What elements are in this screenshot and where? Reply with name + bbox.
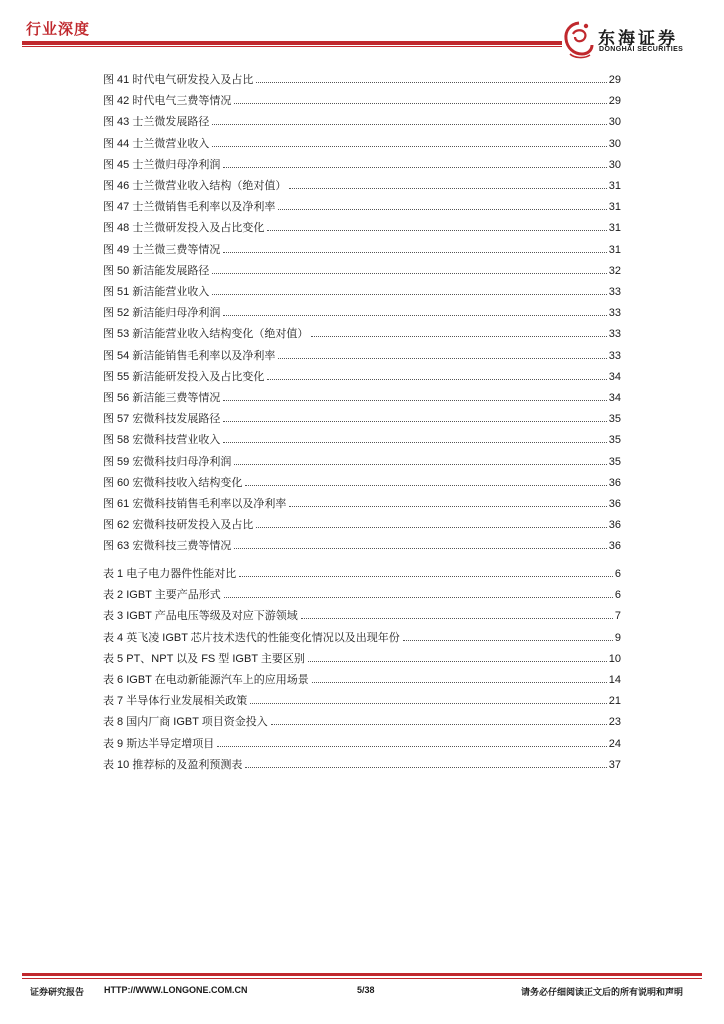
toc-entry-page: 36	[608, 498, 621, 510]
toc-entry-page: 33	[608, 328, 621, 341]
toc-entry-label: 图 42 时代电气三费等情况	[103, 95, 232, 108]
toc-leader	[245, 766, 606, 768]
toc-entry-label: 图 49 士兰微三费等情况	[103, 243, 221, 256]
toc-leader	[301, 617, 613, 619]
toc-leader	[289, 505, 606, 507]
toc-leader	[223, 420, 606, 422]
toc-entry[interactable]	[103, 283, 621, 299]
toc-entry-label: 表 6 IGBT 在电动新能源汽车上的应用场景	[103, 674, 309, 686]
toc-entry-page: 30	[608, 116, 621, 129]
toc-entry-label: 图 61 宏微科技销售毛利率以及净利率	[103, 498, 287, 510]
toc-entry-label: 图 59 宏微科技归母净利润	[103, 455, 232, 468]
toc-leader	[212, 272, 606, 274]
toc-entry[interactable]	[103, 537, 621, 553]
toc-entry-page: 31	[608, 180, 621, 192]
toc-entry-label: 图 56 新洁能三费等情况	[103, 392, 221, 404]
toc-entry[interactable]	[103, 262, 621, 278]
toc-entry[interactable]	[103, 565, 621, 581]
toc-entry-page: 23	[608, 716, 621, 729]
toc-entry-label: 图 45 士兰微归母净利润	[103, 158, 221, 171]
toc-leader	[234, 102, 606, 104]
toc-entry-label: 图 63 宏微科技三费等情况	[103, 540, 232, 553]
toc-entry[interactable]	[103, 219, 621, 235]
section-tag: 行业深度	[26, 21, 91, 38]
toc-leader	[245, 484, 606, 486]
toc-leader	[308, 660, 607, 662]
toc-entry-page: 34	[608, 370, 621, 383]
toc-entry-page: 21	[608, 695, 621, 708]
brand-logo	[562, 20, 707, 62]
toc-entry-page: 7	[614, 610, 621, 623]
toc-entry-page: 6	[614, 568, 621, 580]
toc-leader	[311, 335, 606, 337]
toc-entry[interactable]	[103, 671, 621, 687]
toc-leader	[256, 81, 606, 83]
toc-entry-page: 29	[608, 95, 621, 108]
toc-entry[interactable]	[103, 495, 621, 511]
toc-entry-page: 35	[608, 434, 621, 447]
toc-entry-label: 图 48 士兰微研发投入及占比变化	[103, 222, 265, 235]
toc-leader	[312, 681, 607, 683]
toc-entry-label: 图 53 新洁能营业收入结构变化（绝对值）	[103, 328, 309, 341]
dragon-logo-icon	[562, 20, 596, 60]
toc-entry-page: 6	[614, 589, 621, 602]
toc-entry-page: 30	[608, 137, 621, 150]
toc-entry[interactable]	[103, 304, 621, 320]
toc-entry-label: 图 55 新洁能研发投入及占比变化	[103, 370, 265, 383]
toc-entry-page: 33	[608, 349, 621, 362]
toc-entry-label: 图 41 时代电气研发投入及占比	[103, 74, 254, 86]
toc-entry[interactable]	[103, 113, 621, 129]
toc-entry[interactable]	[103, 453, 621, 469]
toc-entry[interactable]	[103, 756, 621, 772]
toc-entry-page: 36	[608, 519, 621, 532]
toc-entry-label: 表 9 斯达半导定增项目	[103, 737, 215, 750]
toc-entry-page: 24	[608, 737, 621, 750]
toc-entry-page: 32	[608, 264, 621, 277]
toc-entry-page: 31	[608, 201, 621, 214]
toc-entry[interactable]	[103, 607, 621, 623]
toc-leader	[239, 575, 613, 577]
toc-entry-page: 31	[608, 222, 621, 235]
toc-leader	[267, 229, 606, 231]
toc-entry[interactable]	[103, 629, 621, 645]
toc-entry-label: 图 47 士兰微销售毛利率以及净利率	[103, 201, 276, 214]
toc-leader	[278, 208, 606, 210]
footer-page-number: 5/38	[357, 985, 375, 995]
toc-entry-page: 30	[608, 158, 621, 171]
footer-report-type: 证券研究报告	[30, 987, 85, 997]
toc-entry[interactable]	[103, 368, 621, 384]
toc-entry-label: 图 52 新洁能归母净利润	[103, 307, 221, 320]
toc-leader	[212, 123, 606, 125]
toc-entry[interactable]	[103, 516, 621, 532]
toc-entry-label: 表 5 PT、NPT 以及 FS 型 IGBT 主要区别	[103, 652, 305, 665]
footer-disclaimer: 请务必仔细阅读正文后的所有说明和声明	[521, 987, 684, 997]
toc-entry-label: 图 58 宏微科技营业收入	[103, 434, 221, 447]
toc-leader	[223, 441, 606, 443]
toc-entry-label: 图 50 新洁能发展路径	[103, 264, 210, 277]
toc-entry-page: 33	[608, 286, 621, 298]
toc-entry[interactable]	[103, 586, 621, 602]
footer-website-link[interactable]: HTTP://WWW.LONGONE.COM.CN	[104, 985, 248, 995]
toc-leader	[271, 723, 607, 725]
toc-entry-label: 图 60 宏微科技收入结构变化	[103, 476, 243, 489]
toc-leader	[403, 639, 613, 641]
toc-leader	[256, 526, 606, 528]
toc-entry[interactable]	[103, 431, 621, 447]
toc-entry[interactable]	[103, 713, 621, 729]
footer-divider	[22, 973, 702, 976]
toc-entry[interactable]	[103, 71, 621, 87]
toc-entry-page: 29	[608, 74, 621, 86]
toc-entry-label: 图 51 新洁能营业收入	[103, 286, 210, 298]
toc-leader	[212, 145, 606, 147]
toc-entry-page: 36	[608, 540, 621, 553]
toc-entry-page: 34	[608, 392, 621, 404]
toc-leader	[234, 463, 606, 465]
toc-entry-label: 表 7 半导体行业发展相关政策	[103, 695, 248, 708]
toc-entry-page: 35	[608, 455, 621, 468]
toc-entry-page: 35	[608, 413, 621, 426]
toc-leader	[212, 293, 606, 295]
toc-leader	[289, 187, 606, 189]
toc-entry-label: 图 46 士兰微营业收入结构（绝对值）	[103, 180, 287, 192]
toc-entry[interactable]	[103, 347, 621, 363]
toc-entry[interactable]	[103, 177, 621, 193]
toc-leader	[234, 547, 606, 549]
toc-entry[interactable]	[103, 735, 621, 751]
toc-entry-page: 14	[608, 674, 621, 686]
toc-leader	[267, 378, 606, 380]
toc-entry[interactable]	[103, 156, 621, 172]
header-divider-thin	[22, 46, 562, 47]
toc-leader	[217, 745, 607, 747]
footer-divider-thin	[22, 978, 702, 979]
toc-entry-label: 表 10 推荐标的及盈利预测表	[103, 758, 243, 771]
toc-entry-label: 表 1 电子电力器件性能对比	[103, 568, 237, 580]
toc-entry[interactable]	[103, 135, 621, 151]
toc-entry-page: 37	[608, 758, 621, 771]
toc-entry[interactable]	[103, 389, 621, 405]
toc-entry-page: 33	[608, 307, 621, 320]
toc-entry[interactable]	[103, 198, 621, 214]
toc-entry[interactable]	[103, 410, 621, 426]
toc-leader	[250, 702, 607, 704]
toc-leader	[223, 166, 606, 168]
toc-leader	[278, 357, 606, 359]
toc-leader	[223, 399, 606, 401]
toc-entry-page: 36	[608, 476, 621, 489]
toc-entry[interactable]	[103, 241, 621, 257]
toc-entry[interactable]	[103, 92, 621, 108]
toc-leader	[223, 314, 606, 316]
toc-entry-page: 9	[614, 631, 621, 644]
logo-text-cn: 东海证券	[598, 29, 678, 48]
toc-entry-label: 图 44 士兰微营业收入	[103, 137, 210, 150]
toc-entry-page: 31	[608, 243, 621, 256]
logo-text-en: DONGHAI SECURITIES	[599, 46, 684, 53]
toc-leader	[223, 251, 606, 253]
toc-entry-label: 表 8 国内厂商 IGBT 项目资金投入	[103, 716, 268, 729]
toc-entry[interactable]	[103, 692, 621, 708]
toc-entry-label: 表 3 IGBT 产品电压等级及对应下游领域	[103, 610, 298, 623]
toc-entry-label: 表 2 IGBT 主要产品形式	[103, 589, 221, 602]
header-divider	[22, 41, 562, 45]
toc-entry[interactable]	[103, 650, 621, 666]
toc-entry[interactable]	[103, 325, 621, 341]
toc-entry-label: 图 57 宏微科技发展路径	[103, 413, 221, 426]
toc-entry-label: 图 43 士兰微发展路径	[103, 116, 210, 129]
toc-leader	[224, 596, 613, 598]
toc-entry-page: 10	[608, 652, 621, 665]
toc-entry[interactable]	[103, 474, 621, 490]
toc-entry-label: 表 4 英飞凌 IGBT 芯片技术迭代的性能变化情况以及出现年份	[103, 631, 400, 644]
toc-entry-label: 图 62 宏微科技研发投入及占比	[103, 519, 254, 532]
toc-entry-label: 图 54 新洁能销售毛利率以及净利率	[103, 349, 276, 362]
